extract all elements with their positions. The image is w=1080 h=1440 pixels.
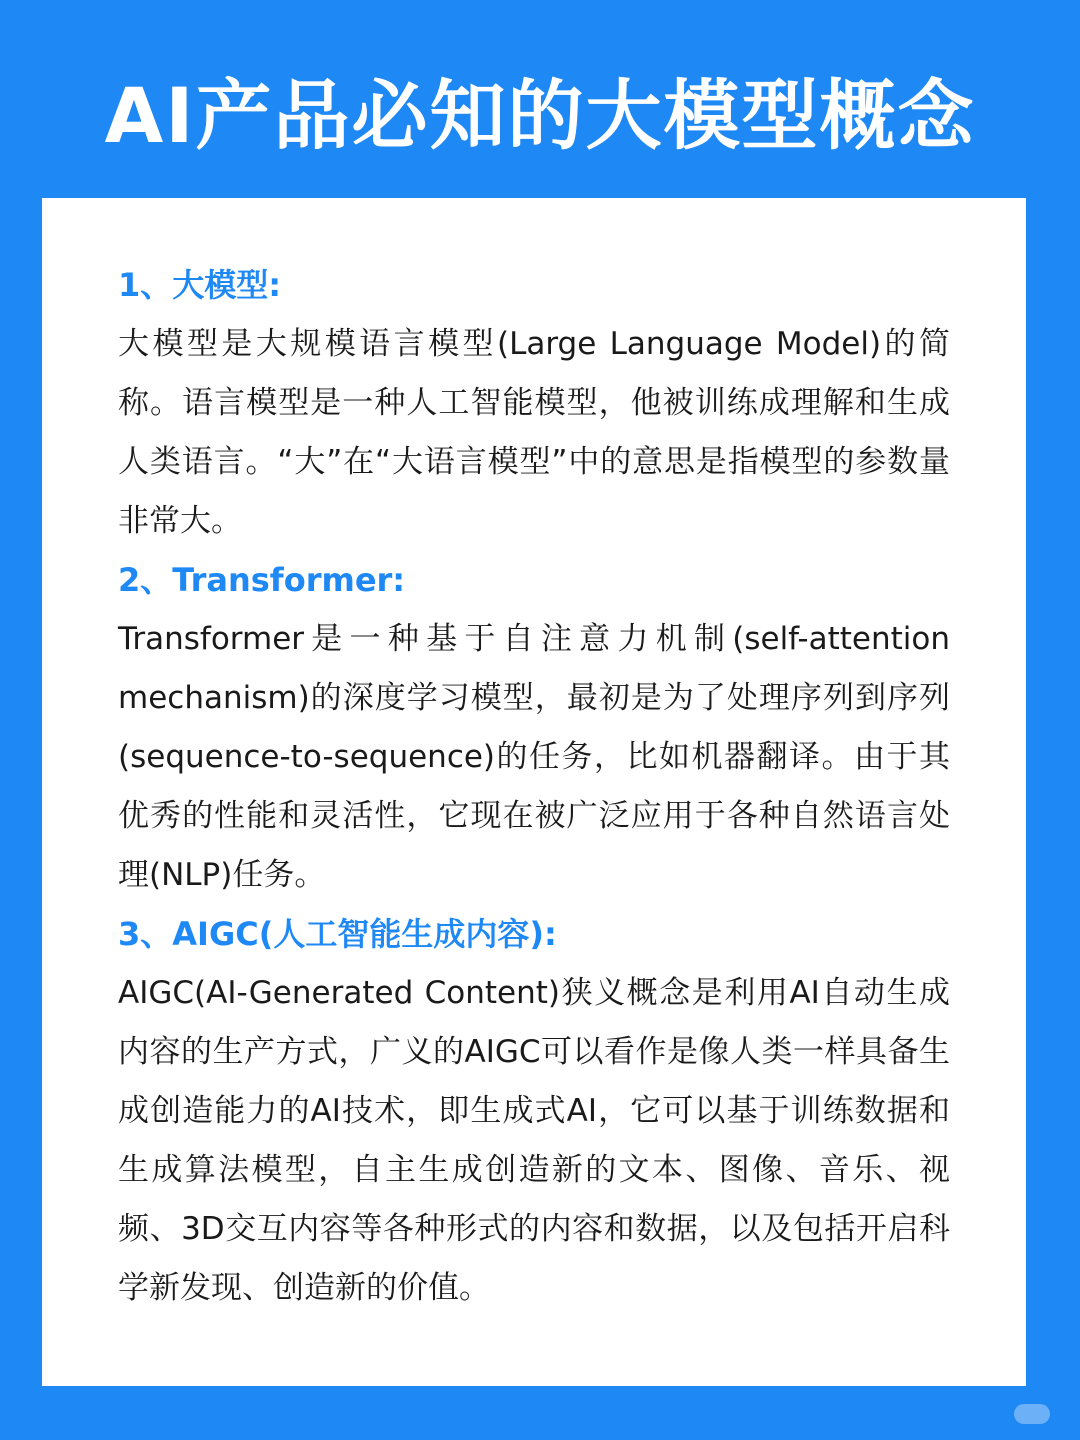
section-body: 大模型是大规模语言模型(Large Language Model)的简称。语言模型是一种人工智能模型，他被训练成理解和生成人类语言。“大”在“大语言模型”中的意思是指模型的参数量非常大。 <box>118 326 950 539</box>
section-heading: 1、大模型: <box>118 266 282 304</box>
section-transformer <box>118 551 950 905</box>
section-large-model <box>118 256 950 551</box>
watermark-logo <box>1014 1404 1050 1424</box>
content-card <box>42 198 1026 1386</box>
section-heading: 2、Transformer: <box>118 561 406 599</box>
section-heading: 3、AIGC(人工智能生成内容): <box>118 915 557 953</box>
section-body: Transformer是一种基于自注意力机制(self-attention mechanism)的深度学习模型，最初是为了处理序列到序列(sequence-to-sequence)的任务，比如机器翻译。由于其优秀的性能和灵活性，它现在被广泛应用于各种自然语言处理(NLP)任务。 <box>118 621 950 893</box>
page-title: AI产品必知的大模型概念 <box>104 71 976 160</box>
section-aigc <box>118 905 950 1318</box>
section-body: AIGC(AI-Generated Content)狭义概念是利用AI自动生成内容的生产方式，广义的AIGC可以看作是像人类一样具备生成创造能力的AI技术，即生成式AI，它可以基于训练数据和生成算法模型，自主生成创造新的文本、图像、音乐、视频、3D交互内容等各种形式的内容和数据，以及包括开启科学新发现、创造新的价值。 <box>118 975 950 1306</box>
